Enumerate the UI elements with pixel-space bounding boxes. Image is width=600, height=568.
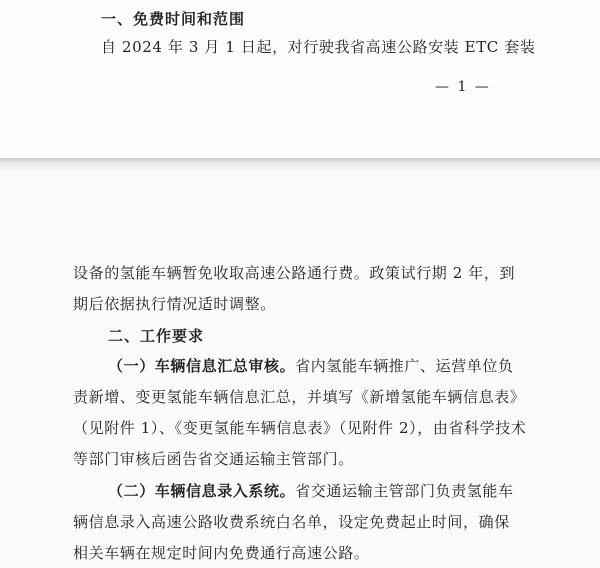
page-break-divider	[0, 158, 600, 170]
document-page-bottom	[0, 170, 600, 568]
document-page-top	[0, 0, 600, 158]
page-number: — 1 —	[435, 79, 491, 95]
paragraph-line: 自 2024 年 3 月 1 日起，对行驶我省高速公路安装 ETC 套装	[101, 38, 536, 56]
paragraph-line: 等部门审核后函告省交通运输主管部门。	[73, 450, 354, 468]
list-item-title: （二）车辆信息录入系统。	[108, 482, 296, 500]
paragraph-line: （见附件 1）、《变更氢能车辆信息表》（见附件 2），由省科学技术	[73, 419, 527, 437]
list-item-text: 省交通运输主管部门负责氢能车	[295, 482, 514, 500]
paragraph-line: 期后依据执行情况适时调整。	[73, 295, 276, 313]
paragraph-line: 设备的氢能车辆暂免收取高速公路通行费。政策试行期 2 年，到	[73, 264, 516, 282]
list-item-line	[108, 356, 514, 376]
list-item-title: （一）车辆信息汇总审核。	[108, 357, 296, 375]
paragraph-line: 相关车辆在规定时间内免费通行高速公路。	[73, 544, 370, 562]
paragraph-line: 辆信息录入高速公路收费系统白名单，设定免费起止时间，确保	[73, 513, 510, 531]
list-item-text: 省内氢能车辆推广、运营单位负	[295, 357, 514, 375]
section-heading: 二、工作要求	[108, 327, 205, 345]
paragraph-line: 责新增、变更氢能车辆信息汇总，并填写《新增氢能车辆信息表》	[73, 388, 526, 406]
section-heading: 一、免费时间和范围	[101, 10, 246, 28]
list-item-line	[108, 481, 514, 501]
